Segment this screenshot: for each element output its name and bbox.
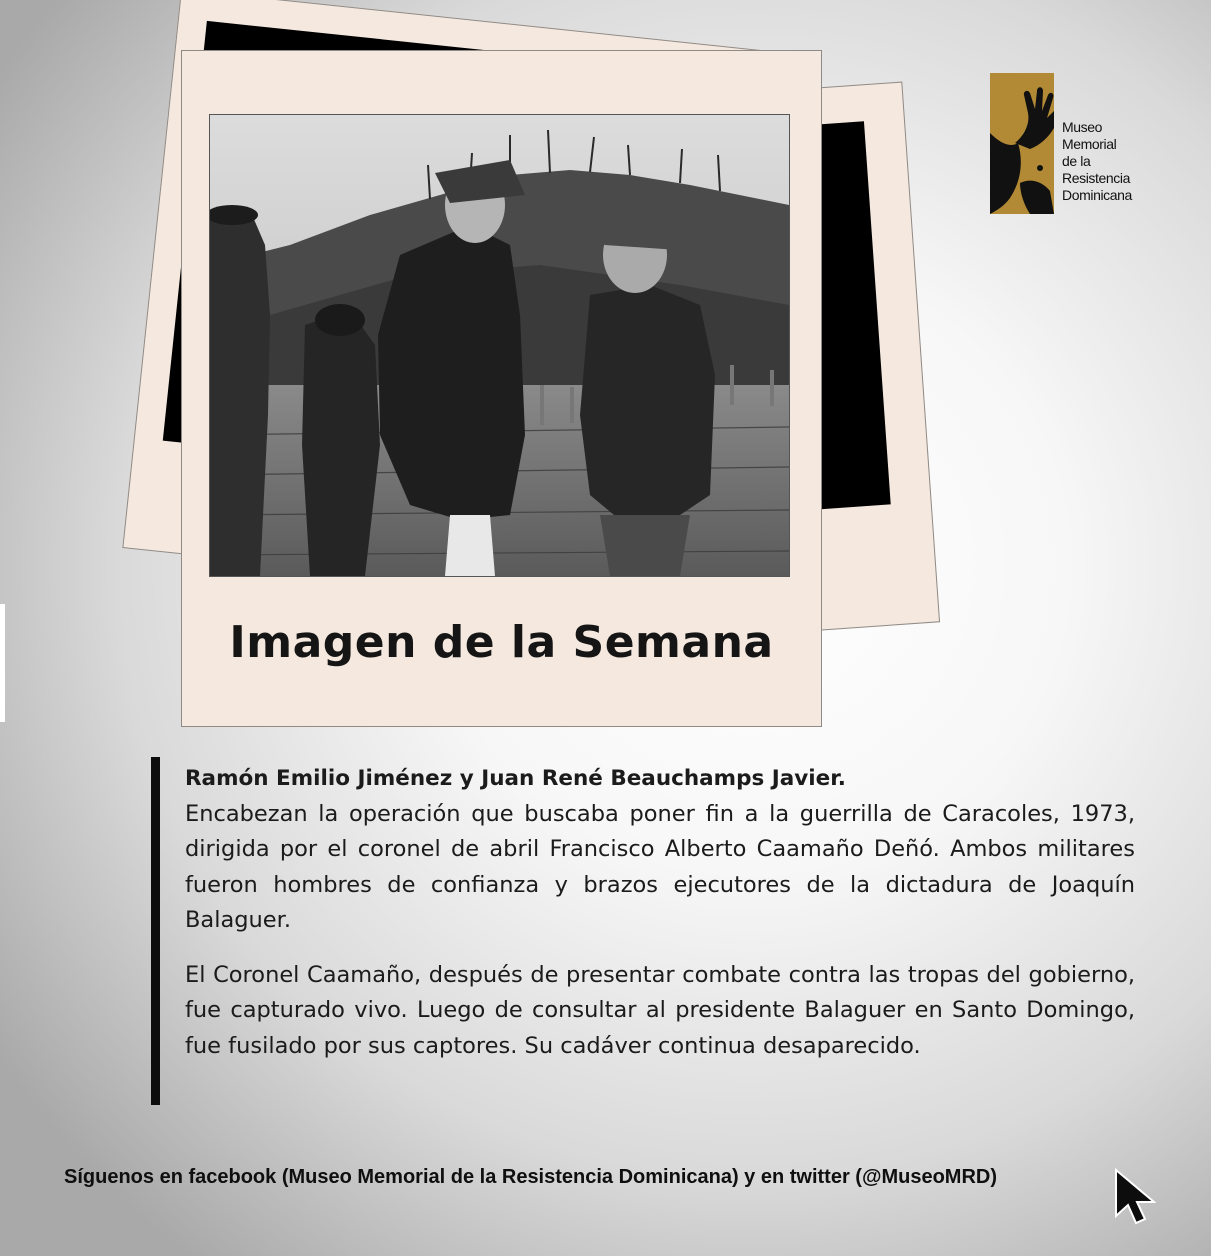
article-heading: Ramón Emilio Jiménez y Juan René Beauchamps Javier. <box>185 766 846 791</box>
card-title: Imagen de la Semana <box>229 617 774 668</box>
logo-line: Dominicana <box>1062 187 1132 203</box>
mouse-pointer-icon <box>1114 1168 1156 1230</box>
article-paragraph-2: El Coronel Caamaño, después de presentar combate contra las tropas del gobierno, fue capturado vivo. Luego de consultar al presidente Balaguer en Santo Domingo, fue fusilado por sus captores. Su cadáver continua desaparecido. <box>185 961 1135 1059</box>
logo-line: Museo <box>1062 119 1103 135</box>
logo-line: de la <box>1062 153 1091 169</box>
museum-logo <box>990 73 1150 215</box>
logo-line: Memorial <box>1062 136 1117 152</box>
article-body <box>185 761 1135 1064</box>
article-paragraph-1: Encabezan la operación que buscaba poner fin a la guerrilla de Caracoles, 1973, dirigida por el coronel de abril Francisco Alberto Caamaño Deñó. Ambos militares fueron hombres de confianza y brazos ejecutores de la dictadura de Joaquín Balaguer. <box>185 800 1135 933</box>
logo-line: Resistencia <box>1062 170 1130 186</box>
featured-photo <box>209 114 790 577</box>
quote-accent-bar <box>151 757 160 1105</box>
hand-print-icon <box>990 73 1054 214</box>
social-footer: Síguenos en facebook (Museo Memorial de la Resistencia Dominicana) y en twitter (@MuseoMRD) <box>64 1166 998 1188</box>
edge-mark <box>0 604 5 722</box>
museum-logo-text <box>1062 119 1132 204</box>
featured-photo-card <box>181 50 822 727</box>
